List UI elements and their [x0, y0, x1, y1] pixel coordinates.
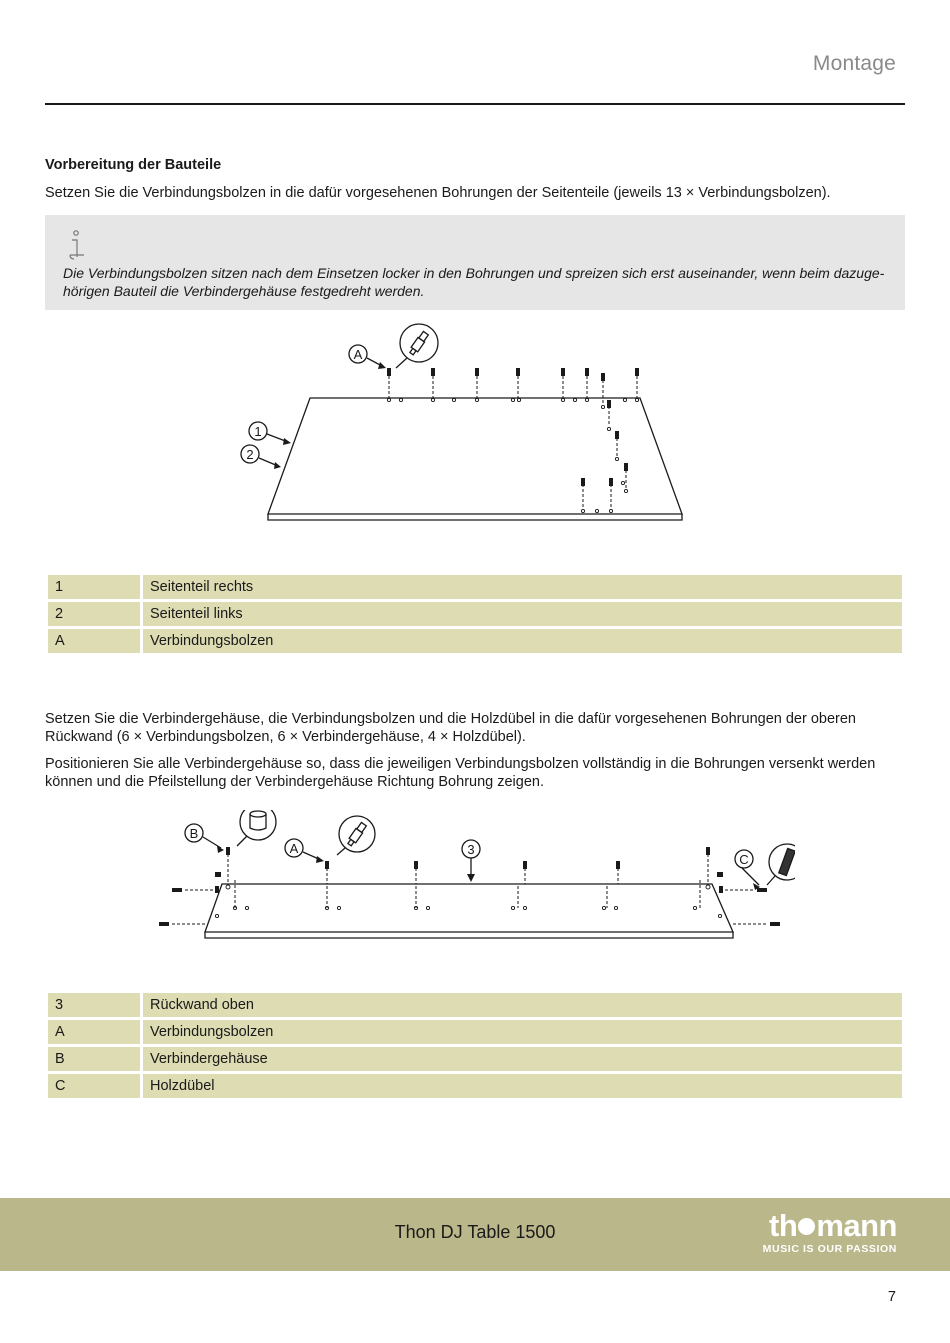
- table-row: [48, 993, 902, 1017]
- callout-c-label: C: [739, 852, 749, 867]
- legend-table-1: [45, 572, 905, 656]
- legend-key: 2: [48, 602, 140, 626]
- side-panel-edge: [268, 514, 682, 520]
- table-row: [48, 602, 902, 626]
- legend-label: Seitenteil rechts: [143, 575, 902, 599]
- legend-label: Holzdübel: [143, 1074, 902, 1098]
- paragraph-positioning: Positionieren Sie alle Verbindergehäuse so, dass die jeweiligen Verbindungsbolzen vollständig in die Bohrungen versenkt werden können und die Pfeilstellung der Verbindergehäuse Richtung Bohrung zeigen.: [45, 756, 876, 790]
- figure-side-panel: [230, 318, 700, 530]
- table-row: [48, 1020, 902, 1044]
- rear-panel-outline: [205, 884, 733, 932]
- callout-b-label: B: [189, 826, 199, 841]
- callout-a-label: A: [289, 841, 299, 856]
- callout-a-label: A: [353, 347, 363, 362]
- legend-key: C: [48, 1074, 140, 1098]
- legend-table-2: [45, 990, 905, 1101]
- table-row: [48, 1047, 902, 1071]
- info-note: [45, 215, 905, 310]
- brand-wordmark: th mann: [769, 1208, 897, 1243]
- header-divider: [45, 103, 905, 105]
- table-row: [48, 629, 902, 653]
- footer-product-name: Thon DJ Table 1500: [394, 1222, 556, 1242]
- brand-dot-icon: [798, 1218, 815, 1235]
- legend-key: 3: [48, 993, 140, 1017]
- housing-detail-circle: [240, 810, 276, 840]
- bolt-detail-circle: [339, 816, 375, 852]
- info-note-text: Die Verbindungsbolzen sitzen nach dem Einsetzen locker in den Bohrungen und spreizen sich erst auseinander, wenn beim dazugehörigen Bauteil die Verbindergehäuse festgedreht werden.: [63, 265, 885, 299]
- footer-band: [0, 1198, 950, 1271]
- table-row: [48, 1074, 902, 1098]
- legend-label: Verbindergehäuse: [143, 1047, 902, 1071]
- legend-key: 1: [48, 575, 140, 599]
- legend-label: Verbindungsbolzen: [143, 629, 902, 653]
- info-icon: [67, 230, 87, 260]
- section-intro: Setzen Sie die Verbindungsbolzen in die dafür vorgesehenen Bohrungen der Seitenteile (jeweils 13 × Verbindungsbolzen).: [45, 185, 831, 201]
- page-number: 7: [887, 1289, 896, 1305]
- legend-key: A: [48, 1020, 140, 1044]
- legend-key: B: [48, 1047, 140, 1071]
- legend-label: Rückwand oben: [143, 993, 902, 1017]
- callout-1-label: 1: [254, 424, 262, 439]
- figure-rear-panel: [155, 810, 795, 950]
- side-panel-outline: [268, 398, 682, 514]
- section-heading: Vorbereitung der Bauteile: [45, 157, 222, 173]
- bolt-detail-circle: [400, 324, 438, 362]
- page-header-title: Montage: [812, 52, 896, 75]
- paragraph-assembly-parts: Setzen Sie die Verbindergehäuse, die Verbindungsbolzen und die Holzdübel in die dafür vorgesehenen Bohrungen der oberen Rückwand (6 × Verbindungsbolzen, 6 × Verbindergehäuse, 4 × Holzdübel).: [45, 711, 856, 745]
- table-row: [48, 575, 902, 599]
- callout-2-label: 2: [246, 447, 254, 462]
- brand-slogan: MUSIC IS OUR PASSION: [762, 1243, 897, 1255]
- legend-label: Verbindungsbolzen: [143, 1020, 902, 1044]
- legend-label: Seitenteil links: [143, 602, 902, 626]
- brand-logo: [737, 1210, 897, 1255]
- legend-key: A: [48, 629, 140, 653]
- callout-3-label: 3: [467, 842, 475, 857]
